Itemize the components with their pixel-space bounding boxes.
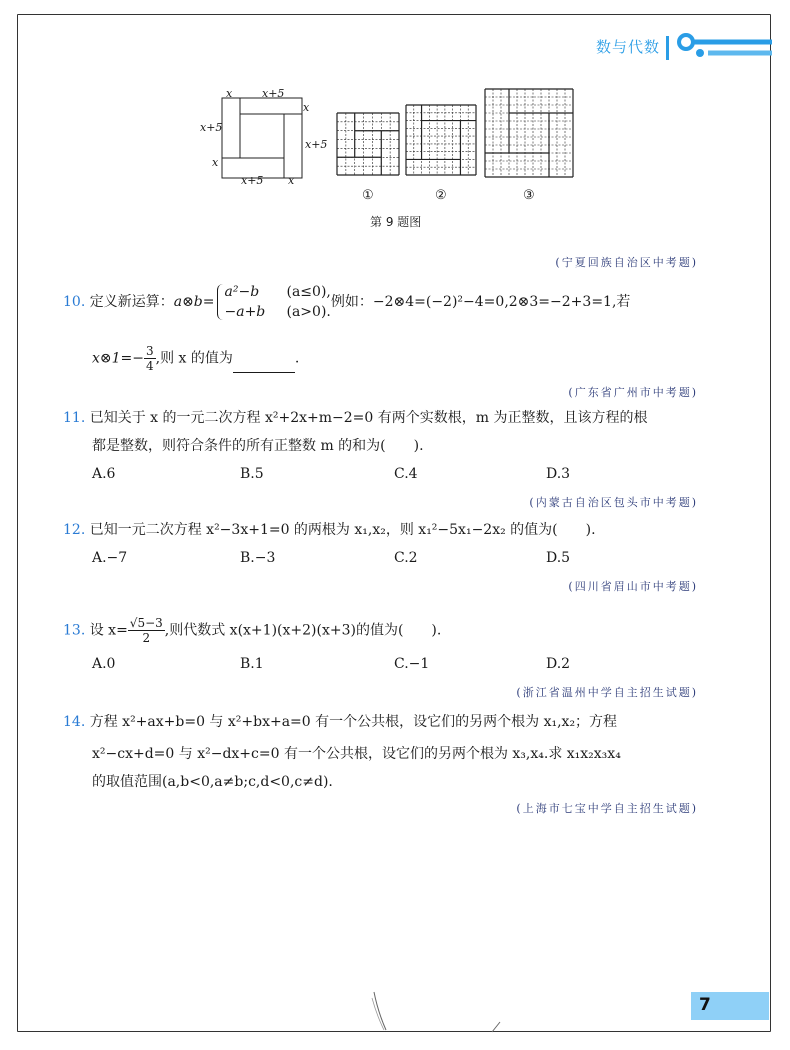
question-number: 12. xyxy=(63,522,86,538)
option-a[interactable]: A.0 xyxy=(92,656,116,672)
option-b[interactable]: B.1 xyxy=(240,656,264,672)
fraction-denominator: 4 xyxy=(146,359,154,373)
question-10-line2 xyxy=(92,344,299,373)
question-text: 定义新运算： xyxy=(89,294,174,310)
case2-cond: (a>0). xyxy=(286,304,331,320)
figure-caption: 第 9 题图 xyxy=(370,215,422,229)
option-b[interactable]: B.−3 xyxy=(240,550,276,566)
question-11-line2: 都是整数，则符合条件的所有正整数 m 的和为( ). xyxy=(92,438,424,454)
source-q13: (浙江省温州中学自主招生试题) xyxy=(516,686,698,699)
label-left-x5: x+5 xyxy=(200,121,223,134)
grid-label-2: ② xyxy=(435,188,447,203)
page-number-tab xyxy=(691,992,769,1020)
question-number: 14. xyxy=(63,714,86,730)
case1-cond: (a≤0), xyxy=(286,284,331,300)
option-d[interactable]: D.5 xyxy=(546,550,571,566)
source-q12: (四川省眉山市中考题) xyxy=(568,580,698,593)
equation-lhs: x⊗1=− xyxy=(92,350,144,367)
fraction-numerator: √5−3 xyxy=(129,616,163,630)
label-right-x5: x+5 xyxy=(305,138,328,151)
question-14-line2: x²−cx+d=0 与 x²−dx+c=0 有一个公共根，设它们的另两个根为 x₃,x₄.求 x₁x₂x₃x₄ xyxy=(92,746,621,762)
case1-expr: a²−b xyxy=(224,284,260,300)
question-text: 已知关于 x 的一元二次方程 x²+2x+m−2=0 有两个实数根，m 为正整数，且该方程的根 xyxy=(89,410,648,426)
label-bottom-x5: x+5 xyxy=(241,174,264,187)
header-divider xyxy=(666,36,669,60)
source-q9: (宁夏回族自治区中考题) xyxy=(555,256,698,269)
grid-label-3: ③ xyxy=(523,188,535,203)
option-b[interactable]: B.5 xyxy=(240,466,264,482)
grid-label-1: ① xyxy=(362,188,374,203)
label-top-x5: x+5 xyxy=(262,87,285,100)
label-right-x: x xyxy=(303,101,310,114)
piecewise-definition xyxy=(215,282,331,322)
example-text: 例如：−2⊗4=(−2)²−4=0,2⊗3=−2+3=1,若 xyxy=(330,294,631,310)
option-a[interactable]: A.6 xyxy=(92,466,116,482)
option-d[interactable]: D.3 xyxy=(546,466,571,482)
question-text: 已知一元二次方程 x²−3x+1=0 的两根为 x₁,x₂，则 x₁²−5x₁−2x₂ 的值为( ). xyxy=(89,522,596,538)
label-bottom-x: x xyxy=(288,174,295,187)
fraction xyxy=(128,616,165,645)
option-c[interactable]: C.2 xyxy=(394,550,418,566)
answer-blank[interactable] xyxy=(233,358,295,373)
circuit-decoration-icon xyxy=(676,32,772,64)
grid-figure-2 xyxy=(405,104,477,176)
case2-expr: −a+b xyxy=(224,304,266,320)
fraction-numerator: 3 xyxy=(146,344,154,358)
grid-figure-3 xyxy=(484,88,574,178)
question-text: ,则代数式 x(x+1)(x+2)(x+3)的值为( ). xyxy=(164,622,442,639)
option-a[interactable]: A.−7 xyxy=(92,550,128,566)
fraction-denominator: 2 xyxy=(142,631,151,645)
source-q10: (广东省广州市中考题) xyxy=(568,386,698,399)
scratch-marks xyxy=(360,990,520,1035)
question-13 xyxy=(63,616,441,645)
source-q14: (上海市七宝中学自主招生试题) xyxy=(516,802,698,815)
source-q11: (内蒙古自治区包头市中考题) xyxy=(529,496,698,509)
question-11 xyxy=(63,408,647,428)
page-number: 7 xyxy=(699,995,711,1015)
question-number: 11. xyxy=(63,410,86,426)
question-10 xyxy=(63,282,630,322)
question-12 xyxy=(63,520,596,540)
operation-definition: a⊗b= xyxy=(173,294,215,310)
question-14 xyxy=(63,712,617,732)
label-top-x: x xyxy=(226,87,233,100)
label-left-x: x xyxy=(212,156,219,169)
fraction xyxy=(144,344,156,373)
period: . xyxy=(294,350,300,367)
question-14-line3: 的取值范围(a,b<0,a≠b;c,d<0,c≠d). xyxy=(92,774,333,790)
grid-figure-1 xyxy=(336,112,400,176)
option-d[interactable]: D.2 xyxy=(546,656,571,672)
question-text: 方程 x²+ax+b=0 与 x²+bx+a=0 有一个公共根，设它们的另两个根为 x₁,x₂；方程 xyxy=(89,714,618,730)
section-title: 数与代数 xyxy=(596,38,661,56)
option-c[interactable]: C.−1 xyxy=(394,656,430,672)
question-text: ,则 x 的值为 xyxy=(155,350,233,367)
question-number: 10. xyxy=(63,294,86,310)
option-c[interactable]: C.4 xyxy=(394,466,418,482)
question-text: 设 x= xyxy=(89,622,128,639)
question-number: 13. xyxy=(63,622,86,639)
